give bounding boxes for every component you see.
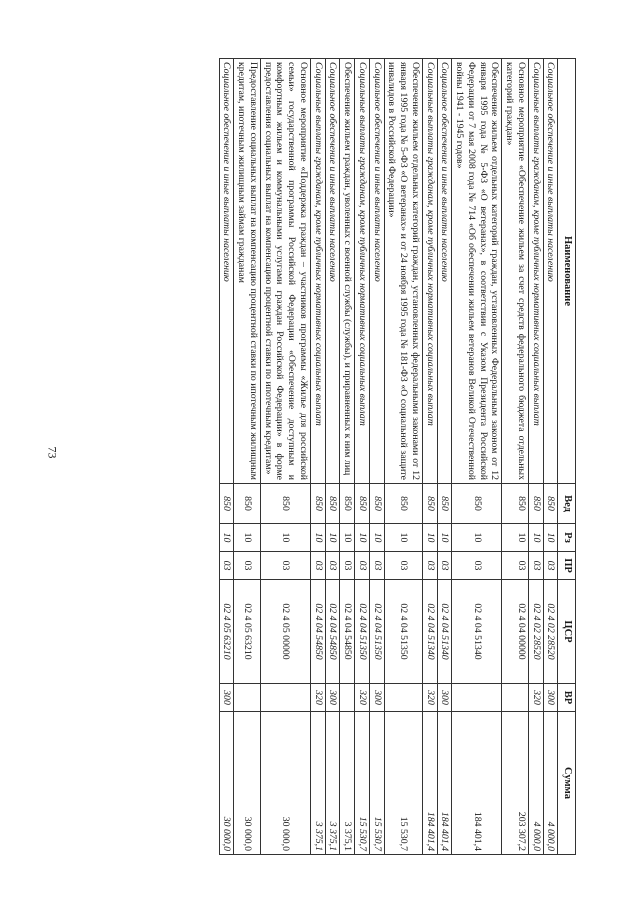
table-row: [502, 59, 529, 855]
cell-pr: 03: [340, 552, 355, 580]
table-row: [310, 59, 325, 855]
cell-vr: 300: [437, 684, 452, 712]
cell-sum: 30 000,0: [260, 712, 310, 855]
cell-rz: 10: [355, 524, 370, 552]
cell-name: Социальные выплаты гражданам, кроме публичных нормативных социальных выплат: [310, 59, 325, 484]
cell-rz: 10: [234, 524, 261, 552]
cell-rz: 10: [310, 524, 325, 552]
header-pr: ПР: [558, 552, 576, 580]
cell-csr: 02 4 02 28520: [543, 580, 558, 684]
cell-pr: 03: [528, 552, 543, 580]
cell-ved: 850: [325, 484, 340, 524]
cell-sum: 15 530,7: [369, 712, 384, 855]
cell-csr: 02 4 02 28520: [528, 580, 543, 684]
cell-ved: 850: [384, 484, 422, 524]
cell-csr: 02 4 04 51350: [355, 580, 370, 684]
cell-pr: 03: [437, 552, 452, 580]
cell-rz: 10: [528, 524, 543, 552]
cell-pr: 03: [369, 552, 384, 580]
cell-vr: 300: [325, 684, 340, 712]
table-container: [76, 58, 576, 854]
table-row: [325, 59, 340, 855]
header-ved: Вед: [558, 484, 576, 524]
cell-ved: 850: [219, 484, 234, 524]
cell-rz: 10: [369, 524, 384, 552]
cell-name: Социальные выплаты гражданам, кроме публичных нормативных социальных выплат: [422, 59, 437, 484]
cell-pr: 03: [325, 552, 340, 580]
cell-name: Социальное обеспечение и иные выплаты населению: [369, 59, 384, 484]
table-row: [543, 59, 558, 855]
cell-csr: 02 4 04 51350: [369, 580, 384, 684]
table-row: [437, 59, 452, 855]
cell-name: Основное мероприятие «Обеспечение жильем за счет средств федерального бюджета отдельных категорий граждан»: [502, 59, 529, 484]
cell-csr: 02 4 04 51340: [437, 580, 452, 684]
table-header-row: [558, 59, 576, 855]
table-row: [234, 59, 261, 855]
cell-ved: 850: [369, 484, 384, 524]
cell-vr: [452, 684, 502, 712]
cell-sum: 15 530,7: [384, 712, 422, 855]
cell-vr: 320: [310, 684, 325, 712]
cell-name: Обеспечение жильем отдельных категорий граждан, установленных Федеральным законом от 12 января 1995 года № 5-ФЗ «О ветеранах», в соответствии с Указом Президента Российской Федерации от 7 мая 2008 года № 714 «Об обеспечении жильем ветеранов Великой Отечественной войны 1941 - 1945 годов»: [452, 59, 502, 484]
cell-sum: 30 000,0: [219, 712, 234, 855]
table-row: [355, 59, 370, 855]
header-sum: Сумма: [558, 712, 576, 855]
cell-rz: 10: [325, 524, 340, 552]
cell-name: Социальное обеспечение и иные выплаты населению: [437, 59, 452, 484]
cell-rz: 10: [422, 524, 437, 552]
cell-pr: 03: [502, 552, 529, 580]
cell-pr: 03: [384, 552, 422, 580]
cell-csr: 02 4 04 51340: [452, 580, 502, 684]
cell-pr: 03: [310, 552, 325, 580]
cell-vr: [384, 684, 422, 712]
cell-vr: [502, 684, 529, 712]
cell-rz: 10: [502, 524, 529, 552]
cell-pr: 03: [422, 552, 437, 580]
cell-pr: 03: [234, 552, 261, 580]
cell-rz: 10: [219, 524, 234, 552]
cell-ved: 850: [234, 484, 261, 524]
cell-ved: 850: [528, 484, 543, 524]
cell-vr: 300: [369, 684, 384, 712]
cell-sum: 184 401,4: [437, 712, 452, 855]
cell-csr: 02 4 04 54850: [340, 580, 355, 684]
cell-pr: 03: [452, 552, 502, 580]
header-vr: ВР: [558, 684, 576, 712]
cell-sum: 184 401,4: [422, 712, 437, 855]
cell-vr: 300: [543, 684, 558, 712]
cell-name: Социальное обеспечение и иные выплаты населению: [543, 59, 558, 484]
cell-pr: 03: [260, 552, 310, 580]
cell-sum: 203 307,2: [502, 712, 529, 855]
cell-ved: 850: [452, 484, 502, 524]
cell-vr: 300: [219, 684, 234, 712]
table-row: [340, 59, 355, 855]
cell-sum: 184 401,4: [452, 712, 502, 855]
cell-csr: 02 4 04 51350: [384, 580, 422, 684]
cell-ved: 850: [340, 484, 355, 524]
cell-ved: 850: [260, 484, 310, 524]
table-row: [452, 59, 502, 855]
cell-rz: 10: [260, 524, 310, 552]
cell-vr: [260, 684, 310, 712]
table-row: [384, 59, 422, 855]
header-name: Наименование: [558, 59, 576, 484]
header-rz: Рз: [558, 524, 576, 552]
cell-ved: 850: [437, 484, 452, 524]
table-row: [422, 59, 437, 855]
cell-ved: 850: [422, 484, 437, 524]
cell-sum: 3 375,1: [325, 712, 340, 855]
page-number: 73: [45, 446, 60, 459]
cell-csr: 02 4 04 54850: [325, 580, 340, 684]
cell-csr: 02 4 05 63210: [219, 580, 234, 684]
cell-csr: 02 4 04 51340: [422, 580, 437, 684]
cell-sum: 15 530,7: [355, 712, 370, 855]
cell-csr: 02 4 05 00000: [260, 580, 310, 684]
cell-rz: 10: [437, 524, 452, 552]
cell-pr: 03: [543, 552, 558, 580]
table-row: [369, 59, 384, 855]
budget-table: [219, 58, 576, 855]
cell-sum: 30 000,0: [234, 712, 261, 855]
cell-vr: [340, 684, 355, 712]
table-row: [219, 59, 234, 855]
rotated-table-frame: [76, 58, 576, 854]
cell-rz: 10: [384, 524, 422, 552]
cell-vr: 320: [355, 684, 370, 712]
cell-rz: 10: [340, 524, 355, 552]
cell-name: Обеспечение жильем отдельных категорий граждан, установленных федеральными законами от 12 января 1995 года № 5-ФЗ «О ветеранах» и от 24 ноября 1995 года № 181-ФЗ «О социальной защите инвалидов в Российской Федерации»: [384, 59, 422, 484]
cell-pr: 03: [219, 552, 234, 580]
cell-name: Социальное обеспечение и иные выплаты населению: [325, 59, 340, 484]
cell-sum: 4 000,0: [528, 712, 543, 855]
header-csr: ЦСР: [558, 580, 576, 684]
cell-name: Социальное обеспечение и иные выплаты населению: [219, 59, 234, 484]
cell-vr: 320: [422, 684, 437, 712]
cell-vr: 320: [528, 684, 543, 712]
cell-name: Обеспечение жильем граждан, уволенных с военной службы (службы), и приравненных к ним лиц: [340, 59, 355, 484]
table-row: [528, 59, 543, 855]
cell-name: Социальные выплаты гражданам, кроме публичных нормативных социальных выплат: [355, 59, 370, 484]
cell-csr: 02 4 04 54850: [310, 580, 325, 684]
table-row: [260, 59, 310, 855]
cell-sum: 3 375,1: [310, 712, 325, 855]
cell-ved: 850: [310, 484, 325, 524]
cell-name: Предоставление социальных выплат на компенсацию процентной ставки по ипотечным жилищным кредитам, ипотечным жилищным займам гражданам: [234, 59, 261, 484]
table-body: [219, 59, 558, 855]
cell-ved: 850: [543, 484, 558, 524]
cell-vr: [234, 684, 261, 712]
cell-sum: 3 375,1: [340, 712, 355, 855]
cell-ved: 850: [502, 484, 529, 524]
cell-csr: 02 4 05 63210: [234, 580, 261, 684]
cell-rz: 10: [452, 524, 502, 552]
cell-name: Основное мероприятие «Поддержка граждан – участников программы «Жилье для российской семьи» государственной программы Российской Федерации «Обеспечение доступным и комфортным жильем и коммунальными услугами граждан Российской Федерации» в форме предоставления социальных выплат на компенсацию процентной ставки по ипотечным кредитам»: [260, 59, 310, 484]
cell-sum: 4 000,0: [543, 712, 558, 855]
cell-rz: 10: [543, 524, 558, 552]
cell-pr: 03: [355, 552, 370, 580]
cell-ved: 850: [355, 484, 370, 524]
cell-csr: 02 4 04 00000: [502, 580, 529, 684]
cell-name: Социальные выплаты гражданам, кроме публичных нормативных социальных выплат: [528, 59, 543, 484]
